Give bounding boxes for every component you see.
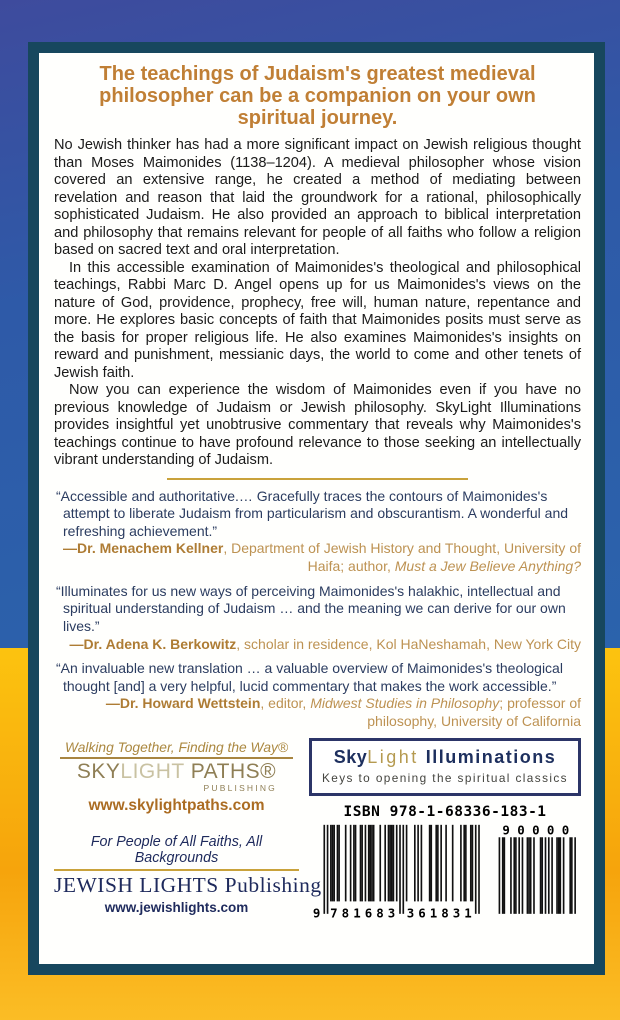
barcode-supplement-digit: 0 (532, 822, 540, 838)
quote-attribution: —Dr. Adena K. Berkowitz, scholar in residence, Kol HaNeshamah, New York City (69, 635, 581, 652)
barcode-digits-left: 781683 (330, 905, 396, 921)
endorsement-quote (54, 488, 581, 576)
endorsement-quote (54, 660, 581, 731)
headline: The teachings of Judaism's greatest medieval philosopher can be a companion on your own spiritual journey. (99, 63, 536, 129)
quote-text: “Accessible and authoritative.… Gracefully traces the contours of Maimonides's attempt to liberate Judaism from particularism and obscurantism. A wonderful and refreshing achievement.” (56, 487, 569, 539)
cover-panel (28, 42, 605, 975)
publisher-column (54, 738, 322, 915)
barcode (311, 821, 579, 921)
quote-attribution: —Dr. Howard Wettstein, editor, Midwest Studies in Philosophy; professor of philosophy, University of California (105, 695, 581, 729)
barcode-supplement-digit: 9 (502, 822, 510, 838)
publisher-footer (54, 738, 581, 921)
barcode-supplement-digit: 0 (561, 822, 570, 838)
skylight-illuminations-badge (309, 738, 581, 796)
skylight-paths-rule (60, 757, 293, 759)
barcode-digits-right: 361831 (406, 905, 472, 921)
description-paragraph: In this accessible examination of Maimonides's theological and philosophical teachings, Rabbi Marc D. Angel opens up for us Maimonides's views on the nature of God, providence, prophecy, free will, human nature, repentance and more. He explores basic concepts of faith that Maimonides posits must serve as the basis for proper religious life. He also examines Maimonides's insights on reward and punishment, messianic days, the world to come and other tenets of Jewish faith. (54, 259, 581, 381)
barcode-digit-first: 9 (312, 905, 321, 921)
gold-divider (167, 478, 467, 480)
quote-attribution: —Dr. Menachem Kellner, Department of Jewish History and Thought, University of Haifa; author, Must a Jew Believe Anything? (63, 540, 581, 574)
illuminations-tagline: Keys to opening the spiritual classics (322, 770, 568, 785)
isbn-label: ISBN 978-1-68336-183-1 (343, 803, 547, 820)
quote-text: “Illuminates for us new ways of perceiving Maimonides's halakhic, intellectual and spiritual understanding of Judaism … and the meaning we can derive for our own lives.” (56, 582, 566, 634)
illuminations-wordmark: SkyLight Illuminations (333, 746, 557, 767)
quote-text: “An invaluable new translation … a valuable overview of Maimonides's theological thought [and] a very helpful, lucid commentary that makes the work accessible.” (56, 660, 563, 694)
barcode-supplement-digit: 0 (546, 822, 555, 838)
endorsements (54, 488, 581, 731)
jewish-lights-wordmark: JEWISH LIGHTS Publishing (54, 872, 322, 897)
skylight-paths-publishing-label: PUBLISHING (203, 782, 277, 793)
jewish-lights-tagline: For People of All Faiths, All Backgrounds (90, 833, 263, 866)
skylight-paths-logo (54, 740, 299, 815)
skylight-paths-wordmark: SKYLIGHT PATHS® (76, 759, 277, 783)
skylightpaths-url: www.skylightpaths.com (88, 796, 265, 814)
jewishlights-url: www.jewishlights.com (104, 899, 249, 915)
description-paragraph: Now you can experience the wisdom of Maimonides even if you have no previous knowledge of Judaism or Jewish philosophy. SkyLight Illuminations provides insightful yet unobtrusive commentary that reveals why Maimonides's teachings continue to have profound relevance to those seeking an intellectually vibrant understanding of Judaism. (54, 382, 581, 468)
book-description (54, 137, 581, 470)
skylight-paths-tagline: Walking Together, Finding the Way® (64, 739, 289, 755)
jewish-lights-rule (54, 869, 299, 871)
jewish-lights-logo (54, 833, 322, 915)
barcode-supplement-digit: 0 (517, 822, 525, 838)
endorsement-quote (54, 583, 581, 654)
description-paragraph: No Jewish thinker has had a more significant impact on Jewish religious thought than Moses Maimonides (1138–1204). A medieval philosopher whose vision covered an extensive range, he created a method of mediating between revelation and reason that laid the groundwork for a rational, philosophically sophisticated Judaism. He also provided an approach to biblical interpretation and philosophy that remains relevant for people of all faiths who follow a religion based on sacred text and oral interpretation. (54, 137, 581, 258)
series-and-isbn-column (309, 738, 581, 921)
